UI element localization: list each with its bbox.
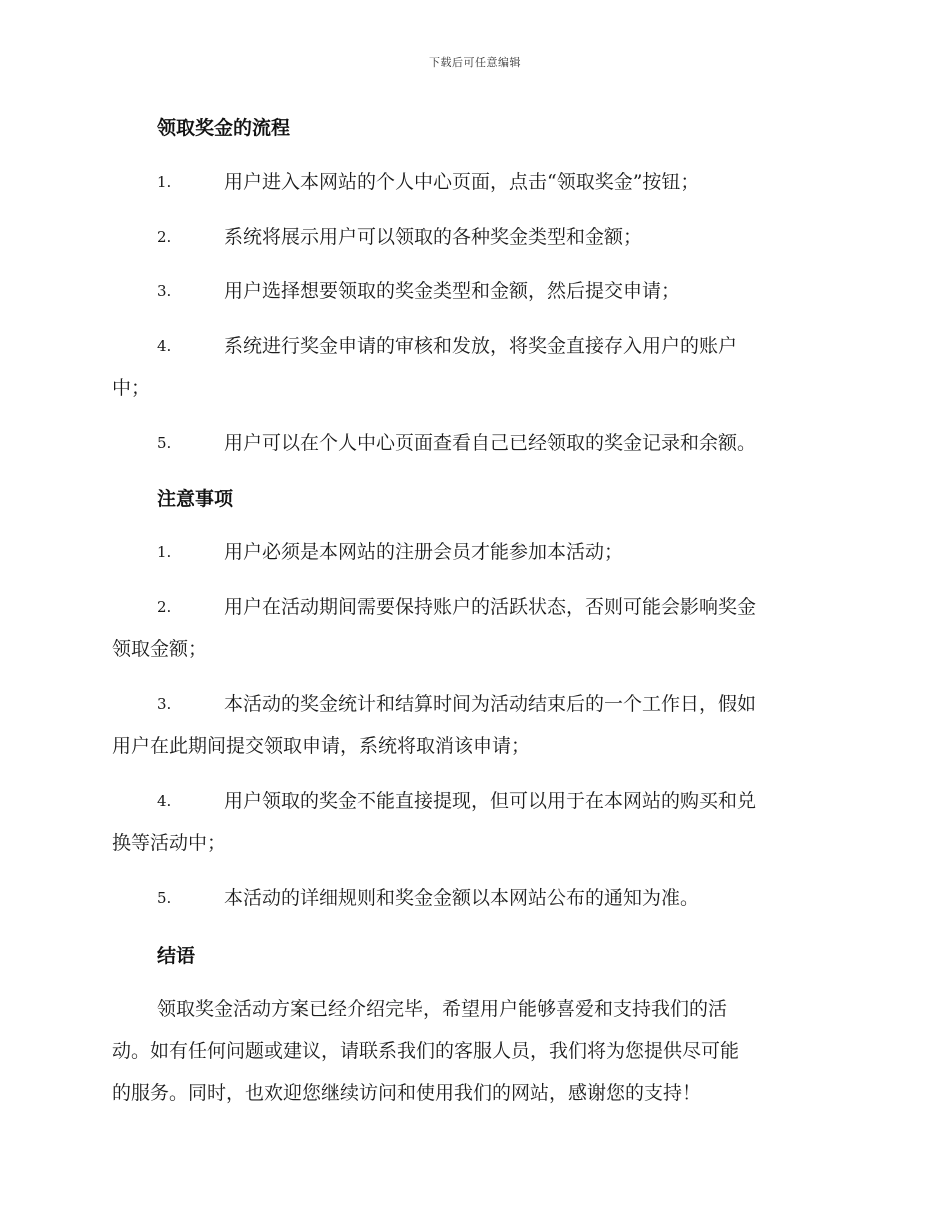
- list-item-text: 用户在活动期间需要保持账户的活跃状态，否则可能会影响奖金: [224, 596, 757, 618]
- list-number: 3.: [157, 282, 172, 300]
- list-item-text: 本活动的详细规则和奖金金额以本网站公布的通知为准。: [224, 887, 700, 909]
- section-heading-notes: 注意事项: [157, 488, 234, 510]
- list-item-text: 本活动的奖金统计和结算时间为活动结束后的一个工作日，假如: [224, 693, 757, 715]
- list-number: 1.: [157, 173, 172, 191]
- list-item: [112, 877, 837, 919]
- list-item-text: 用户必须是本网站的注册会员才能参加本活动；: [224, 541, 624, 563]
- list-item: [112, 325, 837, 409]
- list-number: 2.: [157, 598, 172, 616]
- list-item-text: 用户领取的奖金不能直接提现，但可以用于在本网站的购买和兑: [224, 790, 757, 812]
- list-number: 5.: [157, 889, 172, 907]
- list-number: 3.: [157, 695, 172, 713]
- list-item: [112, 216, 837, 258]
- list-item-text: 用户选择想要领取的奖金类型和金额，然后提交申请；: [224, 280, 681, 302]
- list-number: 5.: [157, 434, 172, 452]
- list-number: 4.: [157, 792, 172, 810]
- list-item: [112, 683, 837, 767]
- list-item-continuation: 用户在此期间提交领取申请，系统将取消该申请；: [112, 735, 531, 757]
- list-item: [112, 422, 837, 464]
- list-item-text: 系统进行奖金申请的审核和发放，将奖金直接存入用户的账户: [224, 335, 738, 357]
- section-heading-process: 领取奖金的流程: [157, 117, 291, 139]
- paragraph-line: 领取奖金活动方案已经介绍完毕，希望用户能够喜爱和支持我们的活: [157, 998, 728, 1020]
- list-item: [112, 586, 837, 670]
- list-item-continuation: 领取金额；: [112, 638, 208, 660]
- list-number: 2.: [157, 228, 172, 246]
- list-item-continuation: 换等活动中；: [112, 832, 227, 854]
- list-number: 4.: [157, 337, 172, 355]
- list-item-text: 用户进入本网站的个人中心页面，点击“领取奖金”按钮；: [224, 171, 700, 193]
- list-item-text: 系统将展示用户可以领取的各种奖金类型和金额；: [224, 226, 643, 248]
- list-item: [112, 161, 837, 203]
- list-item-continuation: 中；: [112, 377, 151, 399]
- list-number: 1.: [157, 543, 172, 561]
- paragraph-line: 的服务。同时，也欢迎您继续访问和使用我们的网站，感谢您的支持！: [112, 1082, 702, 1104]
- list-item-text: 用户可以在个人中心页面查看自己已经领取的奖金记录和余额。: [224, 432, 757, 454]
- list-item: [112, 270, 837, 312]
- header-note: 下载后可任意编辑: [429, 56, 521, 69]
- paragraph-line: 动。如有任何问题或建议，请联系我们的客服人员，我们将为您提供尽可能: [112, 1040, 740, 1062]
- conclusion-paragraph: [112, 988, 837, 1114]
- section-heading-conclusion: 结语: [157, 945, 196, 967]
- list-item: [112, 531, 837, 573]
- list-item: [112, 780, 837, 864]
